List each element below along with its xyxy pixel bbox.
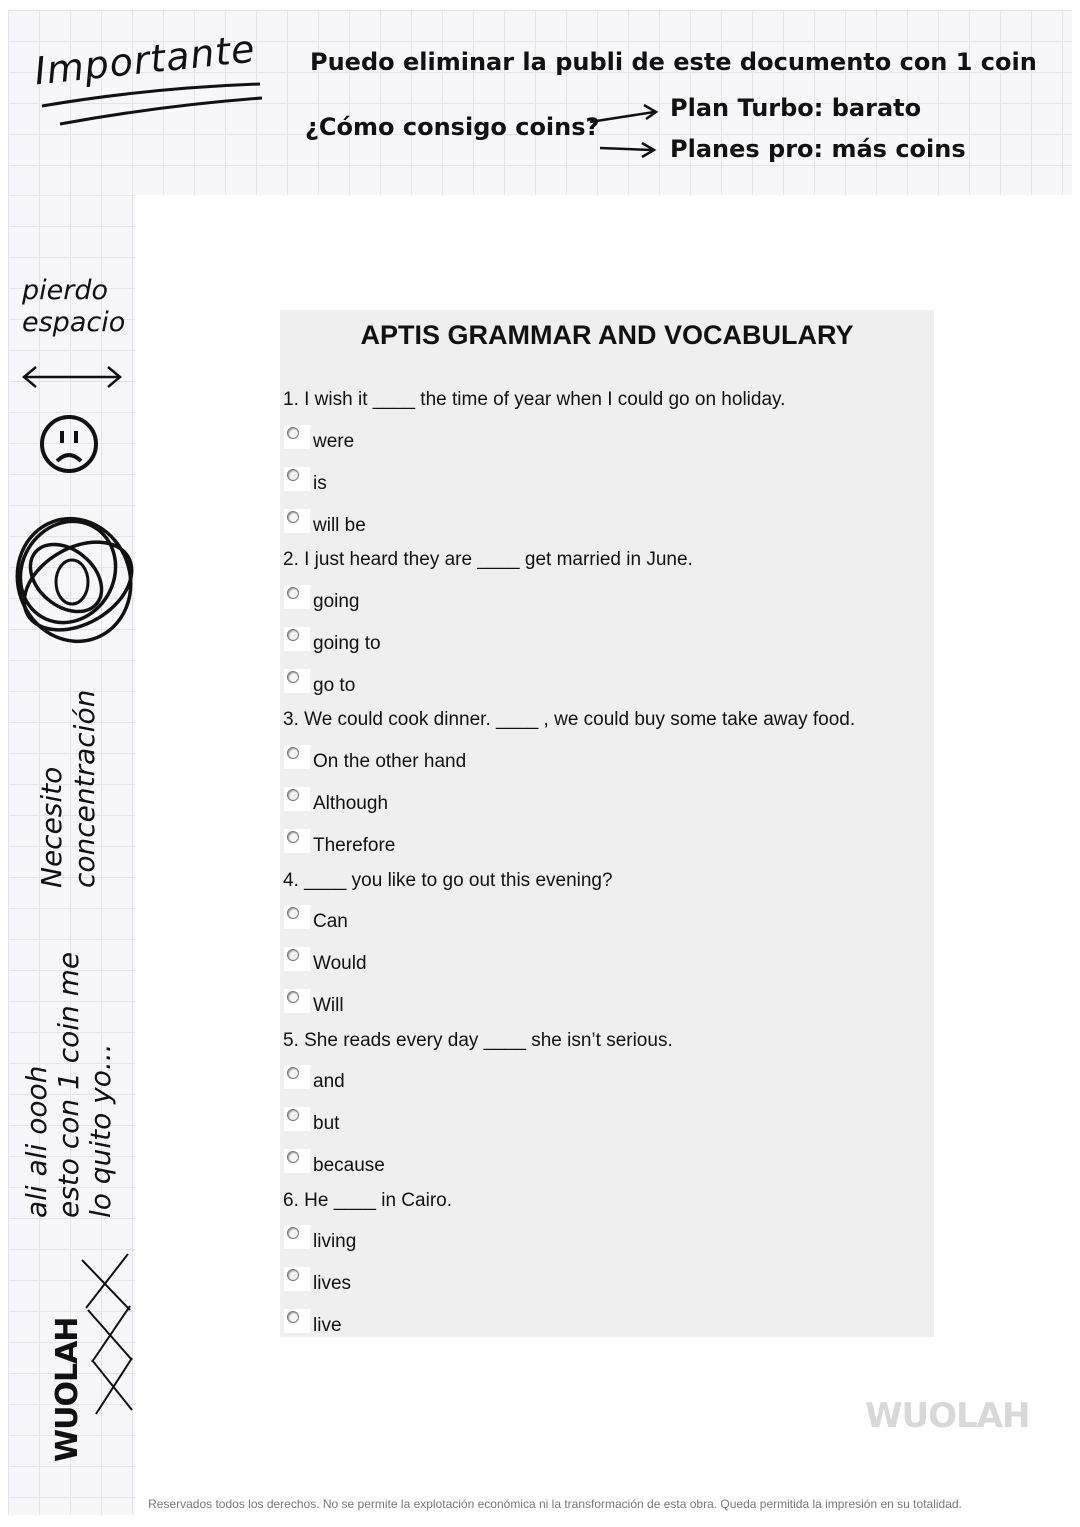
option-label: but bbox=[313, 1113, 340, 1134]
option-label: living bbox=[313, 1231, 357, 1252]
sad-face-icon bbox=[38, 413, 100, 475]
option-3-a[interactable] bbox=[280, 745, 680, 779]
option-label: lives bbox=[313, 1273, 352, 1294]
radio-button[interactable] bbox=[284, 509, 310, 533]
option-6-b[interactable] bbox=[280, 1267, 680, 1301]
option-4-c[interactable] bbox=[280, 989, 680, 1023]
radio-button[interactable] bbox=[284, 585, 310, 609]
option-5-c[interactable] bbox=[280, 1149, 680, 1183]
ali-note-line2: esto con 1 coin me bbox=[52, 951, 85, 1218]
option-label: Although bbox=[313, 793, 389, 814]
option-4-a[interactable] bbox=[280, 905, 680, 939]
radio-button[interactable] bbox=[284, 669, 310, 693]
option-1-a[interactable] bbox=[280, 425, 680, 459]
option-label: going bbox=[313, 591, 360, 612]
option-label: because bbox=[313, 1155, 385, 1176]
option-label: Will bbox=[313, 995, 344, 1016]
option-label: is bbox=[313, 473, 327, 494]
radio-button[interactable] bbox=[284, 1065, 310, 1089]
option-label: Therefore bbox=[313, 835, 396, 856]
radio-button[interactable] bbox=[284, 467, 310, 491]
option-6-c[interactable] bbox=[280, 1309, 680, 1343]
option-5-a[interactable] bbox=[280, 1065, 680, 1099]
underline-scribble bbox=[38, 80, 268, 130]
option-4-b[interactable] bbox=[280, 947, 680, 981]
question-3: 3. We could cook dinner. ____ , we could buy some take away food. bbox=[283, 709, 856, 730]
option-6-a[interactable] bbox=[280, 1225, 680, 1259]
radio-button[interactable] bbox=[284, 1225, 310, 1249]
importante-heading: Importante bbox=[32, 26, 258, 94]
option-label: going to bbox=[313, 633, 381, 654]
question-5: 5. She reads every day ____ she isn’t serious. bbox=[283, 1030, 673, 1051]
radio-button[interactable] bbox=[284, 425, 310, 449]
page-title: APTIS GRAMMAR AND VOCABULARY bbox=[360, 320, 854, 350]
question-2: 2. I just heard they are ____ get married in June. bbox=[283, 549, 693, 570]
ali-note-line1: ali ali oooh bbox=[20, 1065, 53, 1218]
option-1-c[interactable] bbox=[280, 509, 680, 543]
promo-line: Puedo eliminar la publi de este documento con 1 coin bbox=[310, 48, 1037, 76]
necesito-note-line2: concentración bbox=[68, 689, 101, 888]
option-5-b[interactable] bbox=[280, 1107, 680, 1141]
radio-button[interactable] bbox=[284, 1149, 310, 1173]
option-label: live bbox=[313, 1315, 342, 1336]
watermark-logo: WUOLAH bbox=[865, 1396, 1030, 1436]
radio-button[interactable] bbox=[284, 627, 310, 651]
pierdo-espacio-note: pierdo espacio bbox=[22, 275, 126, 338]
radio-button[interactable] bbox=[284, 787, 310, 811]
necesito-note-line1: Necesito bbox=[35, 766, 68, 888]
option-label: On the other hand bbox=[313, 751, 467, 772]
option-2-b[interactable] bbox=[280, 627, 680, 661]
ali-note-line3: lo quito yo... bbox=[84, 1043, 117, 1218]
option-2-c[interactable] bbox=[280, 669, 680, 703]
option-2-a[interactable] bbox=[280, 585, 680, 619]
option-label: and bbox=[313, 1071, 345, 1092]
exam-sheet bbox=[280, 310, 934, 1337]
question-4: 4. ____ you like to go out this evening? bbox=[283, 870, 613, 891]
radio-button[interactable] bbox=[284, 1267, 310, 1291]
option-3-c[interactable] bbox=[280, 829, 680, 863]
plan-turbo-option[interactable]: Plan Turbo: barato bbox=[670, 94, 922, 122]
planes-pro-option[interactable]: Planes pro: más coins bbox=[670, 135, 966, 163]
radio-button[interactable] bbox=[284, 1107, 310, 1131]
scribble-icon bbox=[8, 490, 135, 665]
option-1-b[interactable] bbox=[280, 467, 680, 501]
option-label: Would bbox=[313, 953, 367, 974]
radio-button[interactable] bbox=[284, 947, 310, 971]
arrows-icon bbox=[588, 100, 668, 164]
option-label: were bbox=[313, 431, 355, 452]
option-label: Can bbox=[313, 911, 348, 932]
option-label: will be bbox=[313, 515, 366, 536]
double-arrow-icon bbox=[20, 362, 124, 392]
radio-button[interactable] bbox=[284, 745, 310, 769]
option-label: go to bbox=[313, 675, 356, 696]
option-3-b[interactable] bbox=[280, 787, 680, 821]
promo-question: ¿Cómo consigo coins? bbox=[305, 113, 600, 141]
cross-hatch-icon bbox=[78, 1250, 135, 1420]
question-1: 1. I wish it ____ the time of year when I could go on holiday. bbox=[283, 389, 786, 410]
radio-button[interactable] bbox=[284, 905, 310, 929]
radio-button[interactable] bbox=[284, 1309, 310, 1333]
radio-button[interactable] bbox=[284, 829, 310, 853]
copyright-footer: Reservados todos los derechos. No se permite la explotación económica ni la transformación de esta obra. Queda permitida la impresión en su totalidad. bbox=[148, 1497, 962, 1511]
wuolah-logo: WUOLAH bbox=[50, 1317, 85, 1462]
radio-button[interactable] bbox=[284, 989, 310, 1013]
question-6: 6. He ____ in Cairo. bbox=[283, 1190, 452, 1211]
